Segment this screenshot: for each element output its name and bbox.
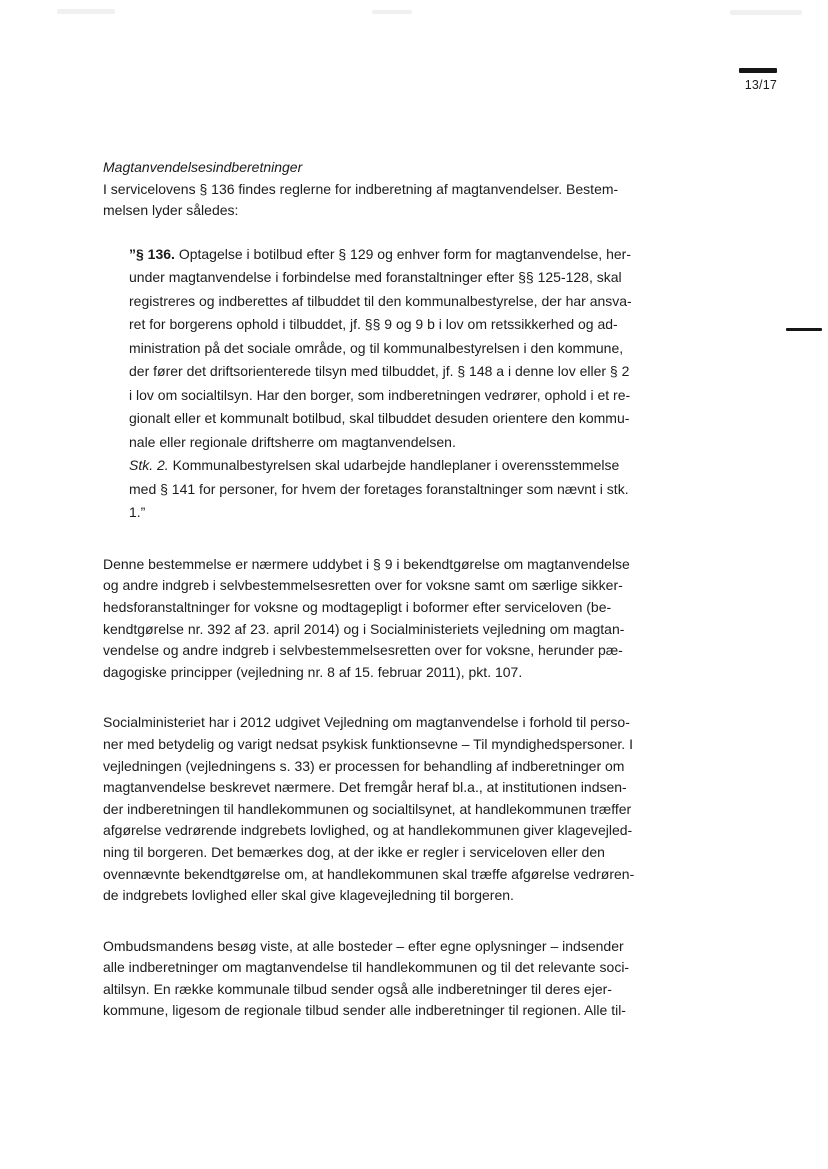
text-line: I servicelovens § 136 findes reglerne for indberetning af magtanvendelser. Bestem- [103, 180, 619, 197]
text-line: ning til borgeren. Det bemærkes dog, at der ikke er regler i serviceloven eller den [103, 843, 605, 860]
scan-artifact [730, 10, 802, 15]
text-line: med § 141 for personer, for hvem der foretages foranstaltninger som nævnt i stk. [129, 480, 629, 497]
text-line: ret for borgerens ophold i tilbuddet, jf. §§ 9 og 9 b i lov om retssikkerhed og ad- [129, 316, 618, 333]
text-line: vendelse og andre indgreb i selvbestemmelsesretten over for voksne, herunder pæ- [103, 642, 623, 659]
text-line: magtanvendelse beskrevet nærmere. Det fremgår heraf bl.a., at institutionen indsen- [103, 779, 627, 796]
text-line: 1.” [129, 504, 146, 521]
text-line: afgørelse vedrørende indgrebets lovlighed, og at handlekommunen giver klagevejled- [103, 822, 633, 839]
body-paragraph-2 [103, 712, 751, 906]
text-line: Denne bestemmelse er nærmere uddybet i § 9 i bekendtgørelse om magtanvendelse [103, 555, 630, 572]
text-line: under magtanvendelse i forbindelse med foranstaltninger efter §§ 125-128, skal [129, 269, 622, 286]
text-segment: Kommunalbestyrelsen skal udarbejde handleplaner i overensstemmelse [168, 457, 620, 474]
statute-quote-block [129, 243, 751, 525]
text-line: ministration på det sociale område, og til kommunalbestyrelsen i den kommune, [129, 339, 624, 356]
text-line: der fører det driftsorienterede tilsyn med tilbuddet, jf. § 148 a i denne lov eller § 2 [129, 363, 630, 380]
scan-artifact [57, 9, 115, 14]
text-line [129, 454, 751, 478]
text-line: kommune, ligesom de regionale tilbud sender alle indberetninger til regionen. Alle til- [103, 1002, 626, 1019]
text-line: registreres og indberettes af tilbuddet til den kommunalbestyrelse, der har ansva- [129, 292, 632, 309]
scan-artifact [372, 10, 412, 14]
text-line: dagogiske principper (vejledning nr. 8 af 15. februar 2011), pkt. 107. [103, 663, 523, 680]
text-line: og andre indgreb i selvbestemmelsesretten over for voksne samt om særlige sikker- [103, 577, 623, 594]
text-line: altilsyn. En række kommunale tilbud sender også alle indberetninger til deres ejer- [103, 980, 612, 997]
text-line: nale eller regionale driftsherre om magtanvendelsen. [129, 433, 456, 450]
margin-mark-top [739, 68, 777, 73]
text-line: der indberetningen til handlekommunen og socialtilsynet, at handlekommunen træffer [103, 800, 632, 817]
text-line: i lov om socialtilsyn. Har den borger, som indberetningen vedrører, ophold i et re- [129, 386, 631, 403]
page-number: 13/17 [744, 78, 777, 92]
text-line: de indgrebets lovlighed eller skal give klagevejledning til borgeren. [103, 887, 514, 904]
body-paragraph-3 [103, 936, 751, 1022]
margin-mark-mid [786, 328, 822, 331]
text-line: alle indberetninger om magtanvendelse til handlekommunen og til det relevante soci- [103, 959, 630, 976]
text-line: vejledningen (vejledningens s. 33) er processen for behandling af indberetninger om [103, 757, 625, 774]
text-line: gionalt eller et kommunalt botilbud, skal tilbuddet desuden orientere den kommu- [129, 410, 630, 427]
body-paragraph-1 [103, 554, 751, 684]
text-segment: Stk. 2. [129, 457, 169, 474]
text-line: melsen lyder således: [103, 202, 239, 219]
text-line: ovennævnte bekendtgørelse om, at handlekommunen skal træffe afgørelse vedrøren- [103, 865, 635, 882]
text-line: kendtgørelse nr. 392 af 23. april 2014) og i Socialministeriets vejledning om magtan- [103, 620, 625, 637]
text-line: hedsforanstaltninger for voksne og modtagepligt i boformer efter serviceloven (be- [103, 598, 612, 615]
text-line: Magtanvendelsesindberetninger [103, 159, 303, 175]
intro-paragraph [103, 179, 751, 222]
text-line: Ombudsmandens besøg viste, at alle bosteder – efter egne oplysninger – indsender [103, 937, 624, 954]
section-heading [103, 157, 751, 179]
text-line: ner med betydelig og varigt nedsat psykisk funktionsevne – Til myndighedspersoner. I [103, 735, 633, 752]
text-segment: Optagelse i botilbud efter § 129 og enhver form for magtanvendelse, her- [174, 245, 631, 262]
text-line [129, 243, 751, 267]
text-line: Socialministeriet har i 2012 udgivet Vejledning om magtanvendelse i forhold til perso- [103, 714, 630, 731]
text-segment: ”§ 136. [129, 245, 175, 262]
document-body [103, 157, 751, 1022]
